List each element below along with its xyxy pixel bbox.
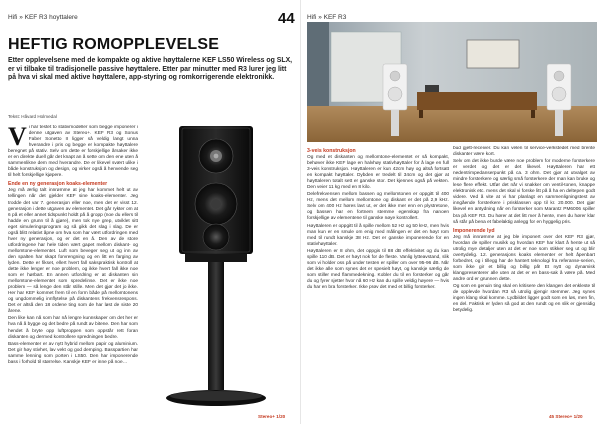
body-paragraph: Høyttaleren er oppgitt til å spille mellom 52 Hz og 50 kHz, men hvis man kun er en smule om enig med målingen er det en høyt rom med til rundt kanskje 38 Hz. Det er ganske imponerende for en stativhøyttaler. (307, 223, 449, 247)
text-column-1 (8, 125, 138, 415)
page-footer (549, 414, 583, 419)
body-paragraph: Bass-elementer er av nytt hybrid mellom papir og aluminium. Det gir høy stivhet, lav vekt og god demping. Basspartien har samme lenning som porten i LS50. Den har imponerende bass i forhold til størrelse. Kanskje KEF er inne på noe… (8, 341, 138, 365)
body-paragraph: Høyttaleren er 8 ohm, det oppgis til 88 dB effektivitet og du kan spille 110 dB. Det er høyt nok for de fleste. Vanlig lytteavstand, slik som vi holder oss på under testen er spiller om over 95-96 dB. Når det ikke alle som synes det er spesielt høyt, og kanskje særlig de som stiller med flammedekning. Kobler du til en forsterker og går du og fyrer sjetter hvor nå 60 Hz kan du spille veldig høyere — hvis du har en bra forsterker. Ikke prøv det med et billig forsterker. (307, 248, 449, 290)
body-paragraph: Og som en genuin ting skal en kritisere den klangen det enkleste til de opplevde hvordan R3 så utrolig gjengir stemmer. Jeg synes ingen klang skal komme. Lydbildet ligger godt som en løs, men fin, en del. Faktisk er lyden så god at den rundt og en slik er gjensidig betydelig. (453, 283, 595, 314)
body-paragraph: Og med et diskanten og mellomtone-elementet er så kompakt, behøver ikke KEF lage en halvhøy stativhøyttaler for å lage en full 3-veis konstruksjon. Høyttaleren er kun 42cm høy og altså fortsatt en kompakt høyttaler. Dybden er tredelt til 34cm og det gjør at høyttaleren totalt sett er ganske stor. Det kjennes også på vekten. Den veier 11 kg med en 8 kilo. (307, 155, 449, 191)
page-number: 44 (278, 10, 295, 27)
byline: Tekst: Håvard Holmedal (8, 114, 57, 119)
article-lead: Etter opplevelsene med de kompakte og aktive høyttalerne KEF LS50 Wireless og SLX, er vi tilbake til tradisjonelle passive høyttalere. Etter par minutter med R3 lurer jeg litt på hva vi skal med aktive høyttalere, app-styring og romkorrigerende elektronikk. (8, 57, 293, 81)
body-paragraph: Selv om det ikke burde være noe problem for moderne forsterkere er verdet og det er det likevel. Høyttaleren har ett nedentrimpedanserpunkt på ca. 3 ohm. Det gjør at utvalget av mindre forsterkere og særlig små forsterkere der man kan bruke og lese flere effekt. Utfør det når vi snakker om ventil-tonen, knappe elektronisk etc. mens det skal vi forske litt på å ha en deltepen godt videre. Ved å vite at vi har planlagt en sammenligningstest av inngående forsterkere i prisklassen opp til kr. 20.000. Det gjør likevel en antydning når en forsterker som Marantz PM6006 spiller bra på KEF R3. Du hører at det litt mer å hente, men du hører klar så står på bena et fabelaktig anlegg for en hyggelig pris. (453, 159, 595, 225)
intro-paragraph (8, 125, 138, 179)
intro-text: i har testet to stativmodeller som begge imponerer i denne utgaven av Stereo+. KEF R3 og Sonus Faber Sonetto II ligger så veldig langt unna hverandre i pris og begge er kompakte høyttalere beregnet på stativ. Selv om dette er forskjellige årsaker ikke er en direkte duell går det knapt an å sette om den ene uten å sammenlikne dem med hverandre. De er likevel svært ulike i både konstruksjon og design, og virker også å henvende seg til helt forskjellige kjøpere. (8, 125, 138, 179)
right-page (300, 0, 600, 424)
body-paragraph: bud gjett-receiver. Du kan velen til service-verkstedet med brente diskanter være kort. (453, 146, 595, 158)
article-title: HEFTIG ROMOPPLEVELSE (8, 36, 220, 53)
text-column-2 (307, 146, 449, 416)
page-footer (258, 414, 285, 419)
wall-art (467, 40, 519, 68)
body-paragraph: Jeg må ærlig talt innrømme at jeg har kommet helt ut av tellingen når det gjelder KEF sine koaks-elementer. Jeg trodde det var 7. generasjon eller noe, men det er visst 12. generasjon i dette utgaven av elementet. Det går rykter om at 6 på et eller annet tidspunkt holdt på å gropp (noe du ellers til hadde en grunn til å gjøre), men tok nye grep, utviklet sitt eget simuleringsprogram og så gikk det slag i slag. De er også blitt relativt åpne om hva som har vært utfordringen med hver ny generasjon, og er det en å. Den av de store utfordringene har hele tiden vært gapet mellom diskant- og mellomtone-elementet. Luft som beveger seg ut og inn av den spalten har skapt forvrengning og en litt en farging av lyden. Dette er fikset, ellert hvert fall sakspraktisk kontroll at dette ikke lenger er noe problem, og ikke hvert fall ikke noe som er hørbart. En annen utfordring er at diskanten sin mellomtone-elementet som spredelinse. Det er ikke noe problem — så lenge den står stille. Men det gjør det jo ikke. Her har KEF kommet frem til en form både på mellomtonens og ungdommelig innflytelse på diskantens frekvensrespons. Det er altså den 18 ordene ting som de har løst de siste 20 årene. (8, 188, 138, 315)
text-column-3 (453, 146, 595, 416)
body-paragraph: Den like kan nå som har nå lengre kunnskaper om det her er hva nå å bygge og det bedre på rundt av bitene. Den har som hendet å bryte opp luftproppen som oppstår rett foran diskanten og dermed kontrollere spredningen bedre. (8, 316, 138, 340)
section-header: Hifi » KEF R3 (307, 14, 347, 21)
speaker-photo (142, 120, 298, 414)
floor (307, 106, 597, 142)
footer-text: Stereo+ 1/20 (258, 414, 286, 419)
body-paragraph: Jeg må innrømme at jeg ble imponert over det KEF R3 gjør, hvordan de spiller musikk og hvordan KEF har klart å hente ut så utrolig mye detaljer uten at det er noe som stikker seg ut og blir overtydelig. 12. generasjons koaks elementer er helt åpenbart forbedret, og i tillegg har de hantert teknologi fra referanse-serien, som ikke gir et billig og billig på! Et nytt og dynamisk klangpresenterer alle uten at det er en bass-sak å være på. Med andre ord er grunnen dette. (453, 234, 595, 282)
subheading: Imponerende lyd (453, 227, 495, 234)
section-header: Hifi » KEF R3 hoyttalere (8, 14, 78, 21)
bass-driver-lower (203, 224, 229, 250)
room-photo (307, 22, 597, 142)
stand-top-plate (185, 254, 247, 262)
subheading: Ende en ny generasjon koaks-elementer (8, 181, 108, 188)
subheading: 3-veis konstruksjon (307, 148, 356, 154)
footer-text: 45 Stereo+ 1/20 (549, 414, 583, 419)
media-console (417, 92, 537, 110)
stand-column (208, 262, 224, 390)
body-paragraph: Delefrekvensen mellom bassen og mellomtonen er oppgitt til 400 Hz, mens det mellom mellomtone og diskant er det på 2,9 kHz. Selv om 400 Hz høres lavt ut, er det ikke mer enn en plystretone, og bassen har en fortnem stemme egenskap fra nanoen forskjellige av elementene til ganske nøye kontrollert. (307, 192, 449, 222)
dropcap: V (8, 125, 27, 151)
